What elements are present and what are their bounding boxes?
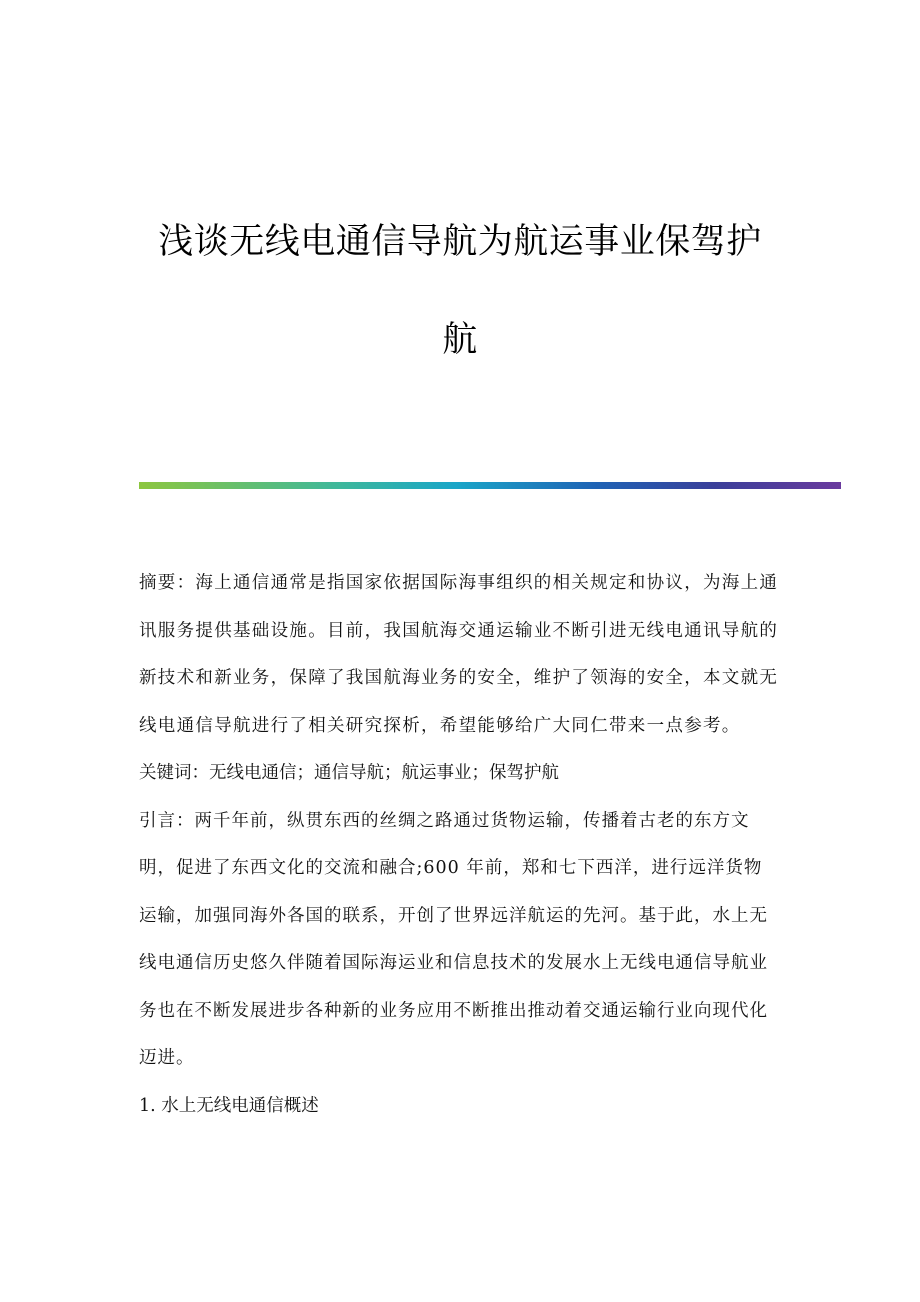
gradient-divider — [139, 482, 841, 489]
introduction-paragraph — [139, 798, 779, 1083]
document-title-line-1: 浅谈无线电通信导航为航运事业保驾护 — [158, 222, 762, 262]
keywords-label: 关键词： — [139, 763, 209, 783]
abstract-paragraph — [139, 560, 779, 750]
document-title-line-2: 航 — [442, 320, 478, 360]
introduction-text: 两千年前，纵贯东西的丝绸之路通过货物运输，传播着古老的东方文明，促进了东西文化的交流和融合;600 年前，郑和七下西洋，进行远洋货物运输，加强同海外各国的联系，开创了世界远洋航运的先河。基于此，水上无线电通信历史悠久伴随着国际海运业和信息技术的发展水上无线电通信导航业务也在不断发展进步各种新的业务应用不断推出推动着交通运输行业向现代化迈进。 — [139, 810, 768, 1068]
abstract-label: 摘要： — [139, 573, 196, 593]
keywords-paragraph — [139, 750, 779, 798]
section-heading: 1. 水上无线电通信概述 — [139, 1095, 319, 1116]
keywords-text: 无线电通信；通信导航；航运事业；保驾护航 — [209, 763, 559, 783]
abstract-text: 海上通信通常是指国家依据国际海事组织的相关规定和协议，为海上通讯服务提供基础设施。目前，我国航海交通运输业不断引进无线电通讯导航的新技术和新业务，保障了我国航海业务的安全，维护了领海的安全，本文就无线电通信导航进行了相关研究探析，希望能够给广大同仁带来一点参考。 — [139, 573, 779, 736]
introduction-label: 引言： — [139, 810, 195, 831]
document-body — [139, 560, 779, 1130]
